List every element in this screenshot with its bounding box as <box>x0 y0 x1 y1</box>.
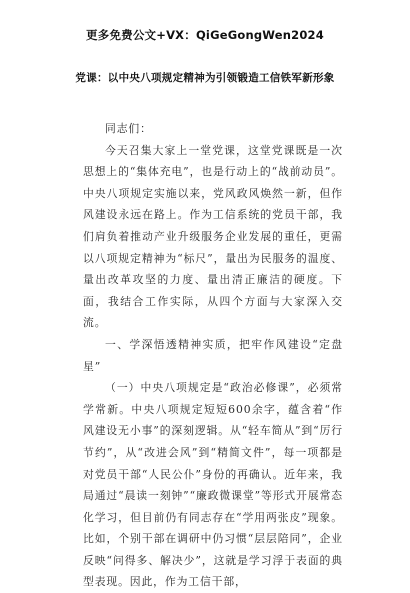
subsection-paragraph: （一）中央八项规定是“政治必修课”，必须常学常新。中央八项规定短短600余字，蕴含着“作风建设无小事”的深刻逻辑。从“轻车简从”到“厉行节约”，从“改进会风”到“精简文件”，每一项都是对党员干部“人民公仆”身份的再确认。近年来，我局通过“晨读一刻钟”“廉政微课堂”等形式开展常态化学习，但目前仍有同志存在“学用两张皮”现象。比如，个别干部在调研中仍习惯“层层陪同”，企业反映“问得多、解决少”，这就是学习浮于表面的典型表现。因此，作为工信干部， <box>83 381 343 589</box>
document-body <box>83 118 343 593</box>
salutation: 同志们： <box>105 122 152 135</box>
intro-paragraph: 今天召集大家上一堂党课，这堂党课既是一次思想上的“集体充电”，也是行动上的“战前动员”。中央八项规定实施以来，党风政风焕然一新，但作风建设永远在路上。作为工信系统的党员干部，我们肩负着推动产业升级服务企业发展的重任，更需以八项规定精神为“标尺”，量出为民服务的温度、量出改革攻坚的力度、量出清正廉洁的硬度。下面，我结合工作实际，从四个方面与大家深入交流。 <box>83 143 343 330</box>
section-heading: 一、学深悟透精神实质，把牢作风建设“定盘星” <box>83 337 343 373</box>
header-note: 更多免费公文+VX：QiGeGongWen2024 <box>86 28 324 42</box>
page-title: 党课：以中央八项规定精神为引领锻造工信铁军新形象 <box>75 72 335 84</box>
